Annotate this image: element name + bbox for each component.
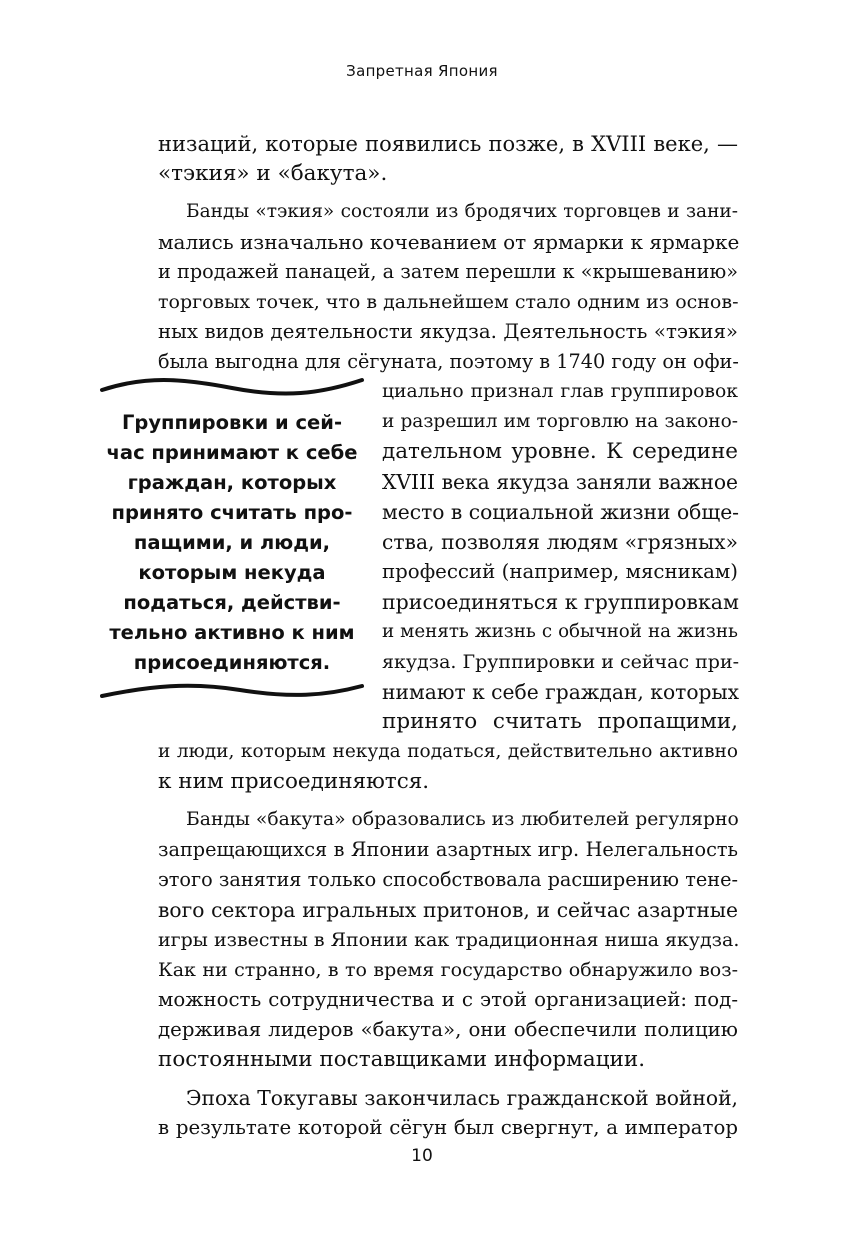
body-line: и люди, которым некуда податься, действительно активно: [158, 741, 738, 762]
body-line: присоединяться к группировкам: [382, 590, 739, 614]
body-line: низаций, которые появились позже, в XVIII веке, —: [158, 132, 738, 156]
body-line: запрещающихся в Японии азартных игр. Нелегальность: [158, 838, 738, 861]
wave-divider-bottom: [100, 678, 364, 702]
body-line: «тэкия» и «бакута».: [158, 161, 388, 186]
body-line: в результате которой сёгун был свергнут, а император: [158, 1116, 738, 1139]
body-line: XVIII века якудза заняли важное: [382, 470, 738, 494]
body-line: и продажей панацей, а затем перешли к «крышеванию»: [158, 260, 738, 283]
body-line: место в социальной жизни обще-: [382, 500, 740, 524]
body-line: мались изначально кочеванием от ярмарки к ярмарке: [158, 230, 740, 254]
body-line: постоянными поставщиками информации.: [158, 1047, 646, 1072]
body-line: вого сектора игральных притонов, и сейчас азартные: [158, 898, 738, 922]
pull-quote-line: час принимают к себе: [106, 441, 358, 464]
pull-quote-line: принято считать про-: [111, 501, 353, 524]
body-line: якудза. Группировки и сейчас при-: [382, 651, 740, 673]
body-line: и менять жизнь с обычной на жизнь: [382, 621, 738, 642]
pull-quote-line: пащими, и люди,: [133, 531, 331, 554]
pull-quote-line: которым некуда: [138, 561, 326, 584]
pull-quote-line: податься, действи-: [123, 591, 341, 614]
body-line: принято считать пропащими,: [382, 709, 738, 734]
body-line: можность сотрудничества и с этой организацией: под-: [158, 988, 738, 1011]
pull-quote-line: граждан, которых: [127, 471, 337, 494]
pull-quote-line: тельно активно к ним: [109, 621, 355, 644]
body-line: Как ни странно, в то время государство обнаружило воз-: [158, 959, 738, 981]
body-line: Банды «бакута» образовались из любителей регулярно: [186, 809, 739, 830]
body-line: профессий (например, мясникам): [382, 560, 738, 583]
body-line: этого занятия только способствовала расширению тене-: [158, 868, 738, 891]
wave-divider-top: [100, 374, 364, 398]
body-line: ных видов деятельности якудза. Деятельность «тэкия»: [158, 320, 738, 343]
body-line: циально признал глав группировок: [382, 381, 738, 402]
body-line: дательном уровне. К середине: [382, 439, 738, 464]
body-line: была выгодна для сёгуната, поэтому в 1740 году он офи-: [158, 350, 739, 373]
pull-quote-line: Группировки и сей-: [121, 411, 343, 434]
page-number: 10: [411, 1146, 433, 1166]
running-head: Запретная Япония: [346, 62, 498, 80]
pull-quote: [100, 374, 364, 704]
body-line: к ним присоединяются.: [158, 769, 430, 794]
pull-quote-line: присоединяются.: [133, 651, 331, 674]
body-line: Эпоха Токугавы закончилась гражданской войной,: [186, 1086, 738, 1110]
body-line: и разрешил им торговлю на законо-: [382, 411, 738, 432]
body-line: держивая лидеров «бакута», они обеспечили полицию: [158, 1018, 738, 1041]
body-line: ства, позволяя людям «грязных»: [382, 530, 738, 554]
body-line: игры известны в Японии как традиционная ниша якудза.: [158, 929, 740, 951]
body-line: нимают к себе граждан, которых: [382, 680, 740, 704]
body-line: Банды «тэкия» состояли из бродячих торговцев и зани-: [186, 201, 738, 222]
body-line: торговых точек, что в дальнейшем стало одним из основ-: [158, 291, 739, 313]
